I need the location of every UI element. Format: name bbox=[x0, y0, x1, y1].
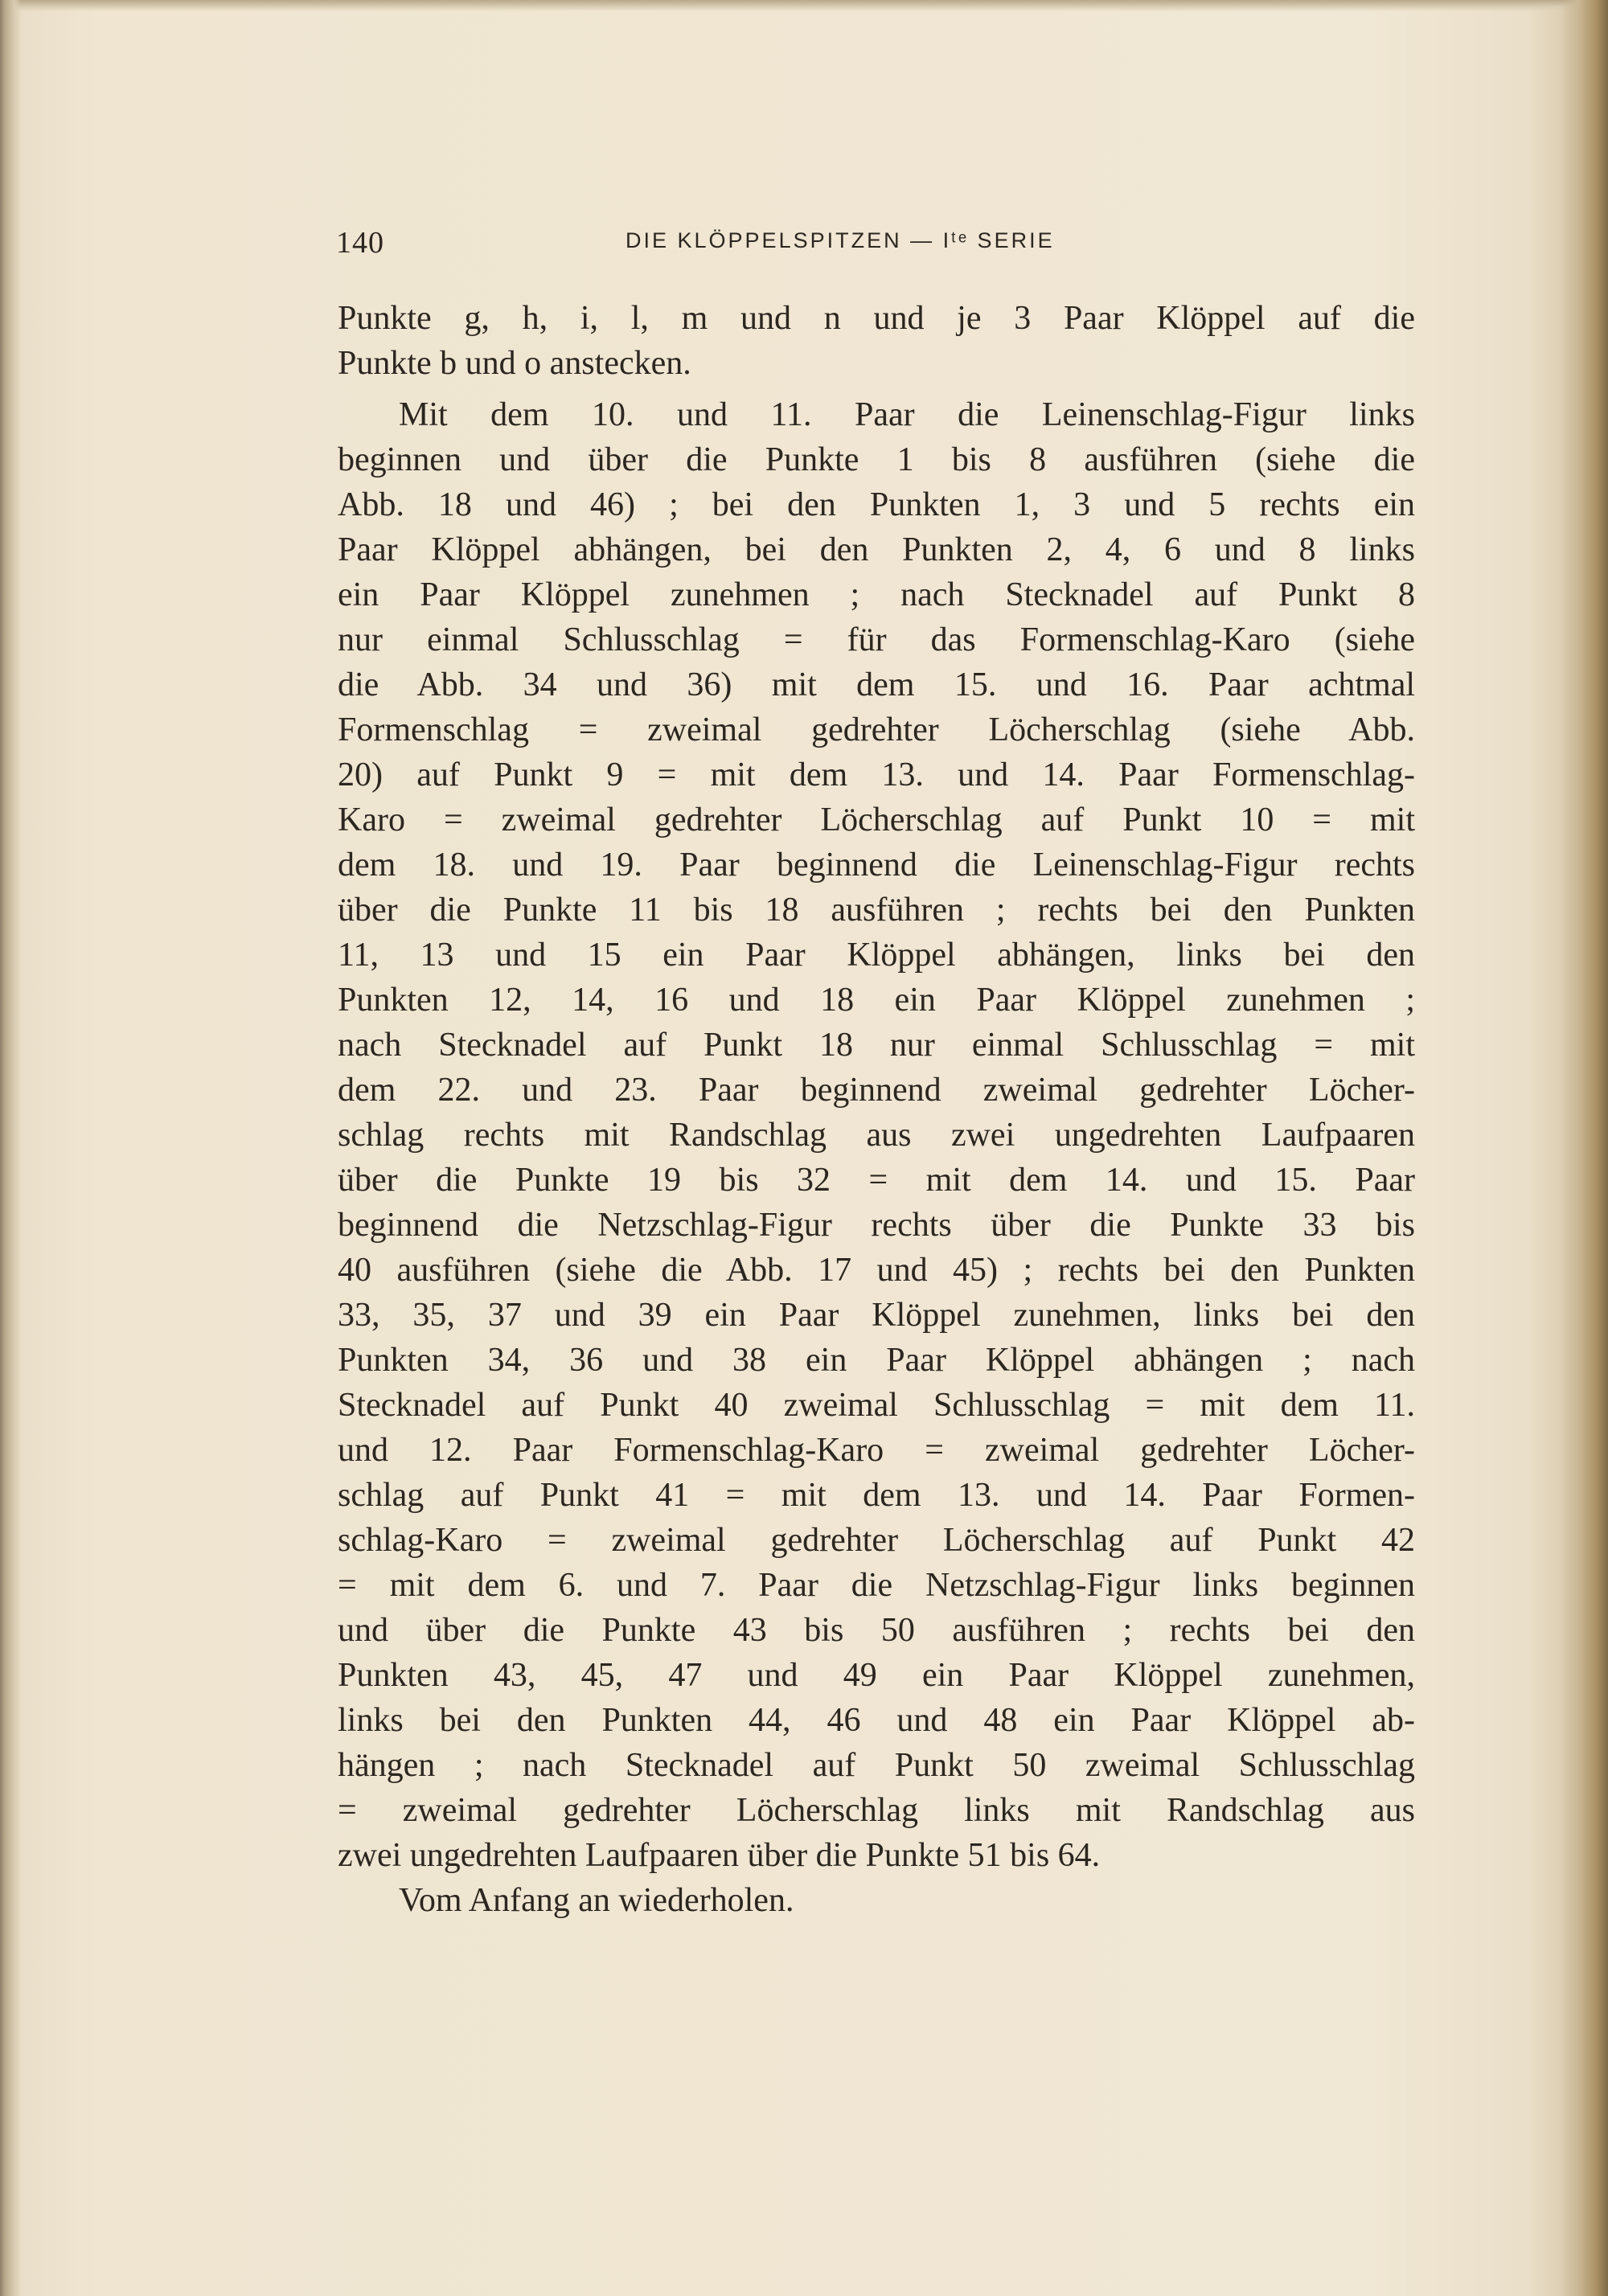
text-line: 11, 13 und 15 ein Paar Klöppel abhängen, links bei den bbox=[338, 937, 1415, 974]
text-line: nach Stecknadel auf Punkt 18 nur einmal Schlusschlag = mit bbox=[338, 1027, 1415, 1064]
text-line: Vom Anfang an wiederholen. bbox=[399, 1882, 794, 1919]
text-line: Punkte g, h, i, l, m und n und je 3 Paar Klöppel auf die bbox=[338, 300, 1415, 337]
text-line: = mit dem 6. und 7. Paar die Netzschlag-Figur links beginnen bbox=[338, 1567, 1415, 1604]
text-line: schlag-Karo = zweimal gedrehter Löcherschlag auf Punkt 42 bbox=[338, 1522, 1415, 1559]
text-line: über die Punkte 11 bis 18 ausführen ; rechts bei den Punkten bbox=[338, 892, 1415, 929]
text-line: Formenschlag = zweimal gedrehter Löcherschlag (siehe Abb. bbox=[338, 711, 1415, 748]
paragraph bbox=[338, 1878, 1415, 1923]
text-line: Mit dem 10. und 11. Paar die Leinenschlag-Figur links bbox=[399, 396, 1415, 433]
text-line: links bei den Punkten 44, 46 und 48 ein Paar Klöppel ab- bbox=[338, 1702, 1415, 1739]
running-title: DIE KLÖPPELSPITZEN — Iᵗᵉ SERIE bbox=[626, 228, 1055, 252]
text-line: und über die Punkte 43 bis 50 ausführen ; rechts bei den bbox=[338, 1612, 1415, 1649]
text-line: ein Paar Klöppel zunehmen ; nach Stecknadel auf Punkt 8 bbox=[338, 576, 1415, 613]
text-line: zwei ungedrehten Laufpaaren über die Punkte 51 bis 64. bbox=[338, 1837, 1101, 1874]
running-head bbox=[336, 225, 1413, 264]
text-line: Punkte b und o anstecken. bbox=[338, 345, 691, 382]
text-line: beginnend die Netzschlag-Figur rechts über die Punkte 33 bis bbox=[338, 1207, 1415, 1244]
body-text bbox=[338, 296, 1415, 1923]
text-line: Punkten 43, 45, 47 und 49 ein Paar Klöppel zunehmen, bbox=[338, 1657, 1415, 1694]
text-line: 40 ausführen (siehe die Abb. 17 und 45) ; rechts bei den Punkten bbox=[338, 1252, 1415, 1289]
paragraph bbox=[338, 296, 1415, 386]
text-line: beginnen und über die Punkte 1 bis 8 ausführen (siehe die bbox=[338, 441, 1415, 478]
text-line: = zweimal gedrehter Löcherschlag links mit Randschlag aus bbox=[338, 1792, 1415, 1829]
page-number: 140 bbox=[336, 226, 384, 260]
paragraph bbox=[338, 392, 1415, 1878]
text-line: schlag auf Punkt 41 = mit dem 13. und 14. Paar Formen- bbox=[338, 1477, 1415, 1514]
text-line: und 12. Paar Formenschlag-Karo = zweimal gedrehter Löcher- bbox=[338, 1432, 1415, 1469]
text-line: dem 22. und 23. Paar beginnend zweimal gedrehter Löcher- bbox=[338, 1072, 1415, 1109]
text-line: Punkten 12, 14, 16 und 18 ein Paar Klöppel zunehmen ; bbox=[338, 982, 1415, 1019]
page-top-edge bbox=[0, 0, 1608, 11]
page-fore-edge bbox=[1561, 0, 1608, 2296]
text-line: dem 18. und 19. Paar beginnend die Leinenschlag-Figur rechts bbox=[338, 847, 1415, 884]
text-line: nur einmal Schlusschlag = für das Formenschlag-Karo (siehe bbox=[338, 621, 1415, 658]
text-line: Karo = zweimal gedrehter Löcherschlag auf Punkt 10 = mit bbox=[338, 802, 1415, 838]
text-line: 33, 35, 37 und 39 ein Paar Klöppel zunehmen, links bei den bbox=[338, 1297, 1415, 1334]
text-line: Stecknadel auf Punkt 40 zweimal Schlusschlag = mit dem 11. bbox=[338, 1387, 1415, 1424]
page-gutter-edge bbox=[0, 0, 21, 2296]
text-line: 20) auf Punkt 9 = mit dem 13. und 14. Paar Formenschlag- bbox=[338, 756, 1415, 793]
text-line: Paar Klöppel abhängen, bei den Punkten 2, 4, 6 und 8 links bbox=[338, 531, 1415, 568]
text-line: Punkten 34, 36 und 38 ein Paar Klöppel abhängen ; nach bbox=[338, 1342, 1415, 1379]
text-line: die Abb. 34 und 36) mit dem 15. und 16. Paar achtmal bbox=[338, 666, 1415, 703]
text-line: über die Punkte 19 bis 32 = mit dem 14. und 15. Paar bbox=[338, 1162, 1415, 1199]
text-line: hängen ; nach Stecknadel auf Punkt 50 zweimal Schlusschlag bbox=[338, 1747, 1415, 1784]
text-line: schlag rechts mit Randschlag aus zwei ungedrehten Laufpaaren bbox=[338, 1117, 1415, 1154]
text-line: Abb. 18 und 46) ; bei den Punkten 1, 3 und 5 rechts ein bbox=[338, 486, 1415, 523]
